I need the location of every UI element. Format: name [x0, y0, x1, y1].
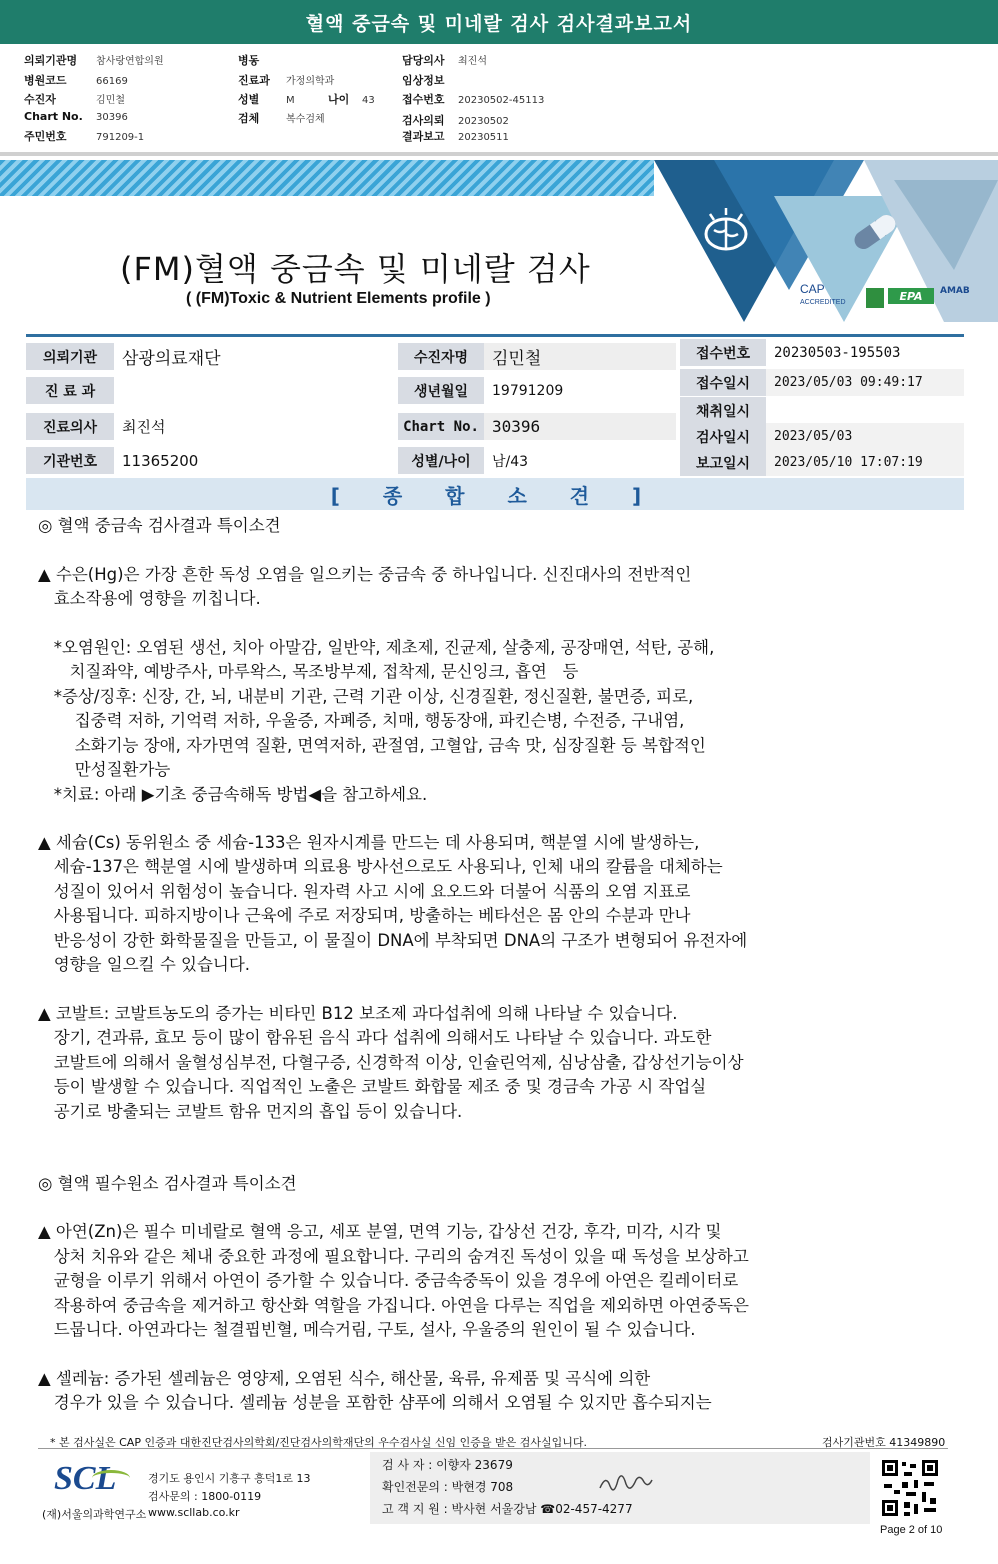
lab-number: 검사기관번호 41349890 [822, 1436, 946, 1449]
signature [596, 1470, 656, 1496]
institution-label: 의뢰기관 [26, 343, 114, 370]
sex-age-label: 성별/나이 [398, 447, 484, 474]
cobalt-line: 공기로 방출되는 코발트 함유 먼지의 흡입 등이 있습니다. [38, 1102, 463, 1121]
mineral-heading: ◎ 혈액 필수원소 검사결과 특이소견 [38, 1174, 297, 1193]
selenium-line: 경우가 있을 수 있습니다. 셀레늄 성분을 포함한 샴푸에 의해서 오염될 수 있지만 흡수되지는 [38, 1393, 712, 1412]
cobalt-line: ▲ 코발트: 코발트농도의 증가는 비타민 B12 보조제 과다섭취에 의해 나타날 수 있습니다. [38, 1004, 678, 1023]
lm-logo [866, 288, 884, 308]
header-field: 검체 복수검체 [238, 112, 325, 125]
mercury-detail-line: 만성질환가능 [38, 760, 171, 779]
header-field: 진료과 가정의학과 [238, 74, 335, 87]
capsule-icon [848, 212, 902, 252]
header-field: 성별 M 나이 43 [238, 93, 375, 106]
patient-name-value: 김민철 [484, 343, 676, 370]
sex-age-value: 남/43 [492, 453, 529, 470]
header-field: 임상정보 [402, 74, 445, 87]
report-subtitle: ( (FM)Toxic & Nutrient Elements profile ) [186, 290, 491, 307]
tester-line: 검 사 자 : 이향자 23679 [382, 1458, 513, 1472]
header-info-block [0, 44, 998, 156]
cesium-line: 사용됩니다. 피하지방이나 근육에 주로 저장되며, 방출하는 베타선은 몸 안의 수분과 만나 [38, 906, 691, 925]
inst-no-label: 기관번호 [26, 447, 114, 474]
zinc-line: ▲ 아연(Zn)은 필수 미네랄로 혈액 응고, 세포 분열, 면역 기능, 갑상선 건강, 후각, 미각, 시각 및 [38, 1222, 722, 1241]
dept-value [114, 377, 394, 404]
header-field: 병동 [238, 54, 260, 67]
collect-date-value [766, 397, 964, 424]
cesium-line: 세슘-137은 핵분열 시에 발생하며 의료용 방사선으로도 사용되나, 인체 내의 칼륨을 대체하는 [38, 857, 723, 876]
heavy-metal-heading: ◎ 혈액 중금속 검사결과 특이소견 [38, 516, 281, 535]
header-field: 검사의뢰 20230502 [402, 114, 509, 127]
header-field: 병원코드 66169 [24, 74, 128, 87]
dept-label: 진 료 과 [26, 377, 114, 404]
institution-value: 삼광의료재단 [122, 349, 221, 369]
zinc-line: 작용하여 중금속을 제거하고 항산화 역할을 가집니다. 아연을 다루는 직업을 제외하면 아연중독은 [38, 1296, 749, 1315]
cap-logo: CAP ACCREDITED [800, 282, 846, 306]
report-title: (FM)혈액 중금속 및 미네랄 검사 [120, 250, 591, 288]
chart-no-label: Chart No. [398, 413, 484, 440]
reception-date-label: 접수일시 [680, 369, 766, 396]
header-field: 수진자 김민철 [24, 93, 125, 106]
lab-website: www.scllab.co.kr [148, 1506, 240, 1519]
mercury-line: 효소작용에 영향을 끼칩니다. [38, 589, 261, 608]
mercury-detail-line: *증상/징후: 신장, 간, 뇌, 내분비 기관, 근력 기관 이상, 신경질환, 정신질환, 불면증, 피로, [38, 687, 694, 706]
reception-date-value: 2023/05/03 09:49:17 [766, 369, 964, 396]
test-date-value: 2023/05/03 [766, 423, 964, 450]
birth-label: 생년월일 [398, 377, 484, 404]
collect-date-label: 채취일시 [680, 397, 766, 424]
header-field: 주민번호 791209-1 [24, 130, 145, 143]
cesium-line: 성질이 있어서 위험성이 높습니다. 원자력 사고 시에 요오드와 더불어 식품의 오염 지표로 [38, 882, 691, 901]
report-header-title: 혈액 중금속 및 미네랄 검사 검사결과보고서 [0, 0, 998, 44]
chart-no-value: 30396 [484, 413, 676, 440]
mercury-detail-line: *치료: 아래 ▶기초 중금속해독 방법◀을 참고하세요. [38, 785, 428, 804]
epa-logo: EPA [888, 288, 934, 304]
mercury-line: ▲ 수은(Hg)은 가장 흔한 독성 오염을 일으키는 중금속 중 하나입니다. 신진대사의 전반적인 [38, 565, 692, 584]
scl-logo-swoosh [92, 1470, 130, 1486]
cesium-line: 반응성이 강한 화학물질을 만들고, 이 물질이 DNA에 부착되면 DNA의 구조가 변형되어 유전자에 [38, 931, 748, 950]
lab-address: 경기도 용인시 기흥구 흥덕1로 13 [148, 1472, 311, 1485]
report-date-label: 보고일시 [680, 449, 766, 476]
zinc-line: 균형을 이루기 위해서 아연이 증가할 수 있습니다. 중금속중독이 있을 경우에 아연은 킬레이터로 [38, 1271, 739, 1290]
certification-note: * 본 검사실은 CAP 인증과 대한진단검사의학회/진단검사의학재단의 우수검사실 신임 인증을 받은 검사실입니다. [50, 1436, 588, 1449]
zinc-line: 드뭅니다. 아연과다는 철결핍빈혈, 메슥거림, 구토, 설사, 우울증의 원인이 될 수 있습니다. [38, 1320, 696, 1339]
header-field: 결과보고 20230511 [402, 130, 509, 143]
cesium-line: 영향을 일으킬 수 있습니다. [38, 955, 251, 974]
reception-no-value: 20230503-195503 [774, 344, 901, 361]
reception-no-label: 접수번호 [680, 339, 766, 366]
cobalt-line: 등이 발생할 수 있습니다. 직업적인 노출은 코발트 화합물 제조 중 및 경금속 가공 시 작업실 [38, 1077, 707, 1096]
brain-icon [698, 204, 754, 260]
header-field: Chart No. 30396 [24, 110, 128, 123]
doctor-label: 진료의사 [26, 413, 114, 440]
staff-info-box [370, 1452, 870, 1524]
amab-logo: AMAB [940, 286, 970, 296]
summary-heading: [ 종 합 소 견 ] [26, 478, 964, 510]
header-field: 담당의사 최진석 [402, 54, 487, 67]
decorative-graphic [654, 160, 998, 322]
report-date-value: 2023/05/10 17:07:19 [766, 449, 964, 476]
cobalt-line: 코발트에 의해서 울혈성심부전, 다혈구증, 신경학적 이상, 인슐린억제, 심낭삼출, 갑상선기능이상 [38, 1053, 744, 1072]
mercury-detail-line: 치질좌약, 예방주사, 마루왁스, 목조방부제, 접착제, 문신잉크, 흡연 등 [38, 662, 579, 681]
mercury-detail-line: 집중력 저하, 기억력 저하, 우울증, 자폐증, 치매, 행동장애, 파킨슨병, 수전증, 구내염, [38, 711, 685, 730]
page-number: Page 2 of 10 [880, 1524, 943, 1536]
footer-divider [38, 1448, 948, 1449]
patient-info-table [26, 334, 964, 474]
mercury-detail-line: 소화기능 장애, 자가면역 질환, 면역저하, 관절염, 고혈압, 금속 맛, 심장질환 등 복합적인 [38, 736, 706, 755]
test-date-label: 검사일시 [680, 423, 766, 450]
patient-name-label: 수진자명 [398, 343, 484, 370]
support-line: 고 객 지 원 : 박사현 서울강남 ☎02-457-4277 [382, 1502, 633, 1516]
selenium-line: ▲ 셀레늄: 증가된 셀레늄은 영양제, 오염된 식수, 해산물, 육류, 유제품 및 곡식에 의한 [38, 1369, 651, 1388]
lab-phone: 검사문의 : 1800-0119 [148, 1490, 262, 1503]
specialist-line: 확인전문의 : 박현경 708 [382, 1480, 514, 1494]
organization-name: (재)서울의과학연구소 [42, 1508, 147, 1521]
qr-code-icon [880, 1458, 940, 1518]
cobalt-line: 장기, 견과류, 효모 등이 많이 함유된 음식 과다 섭취에 의해서도 나타날 수 있습니다. 과도한 [38, 1028, 712, 1047]
doctor-value: 최진석 [122, 418, 166, 436]
header-field: 접수번호 20230502-45113 [402, 93, 545, 106]
header-field: 의뢰기관명 참사랑연합의원 [24, 54, 164, 67]
inst-no-value: 11365200 [122, 451, 199, 470]
birth-value: 19791209 [492, 382, 564, 399]
cesium-line: ▲ 세슘(Cs) 동위원소 중 세슘-133은 원자시계를 만드는 데 사용되며, 핵분열 시에 발생하는, [38, 833, 700, 852]
mercury-detail-line: *오염원인: 오염된 생선, 치아 아말감, 일반약, 제초제, 진균제, 살충제, 공장매연, 석탄, 공해, [38, 638, 715, 657]
zinc-line: 상처 치유와 같은 체내 중요한 과정에 필요합니다. 구리의 숨겨진 독성이 있을 때 독성을 보상하고 [38, 1247, 749, 1266]
scl-logo: SCL [54, 1460, 117, 1497]
